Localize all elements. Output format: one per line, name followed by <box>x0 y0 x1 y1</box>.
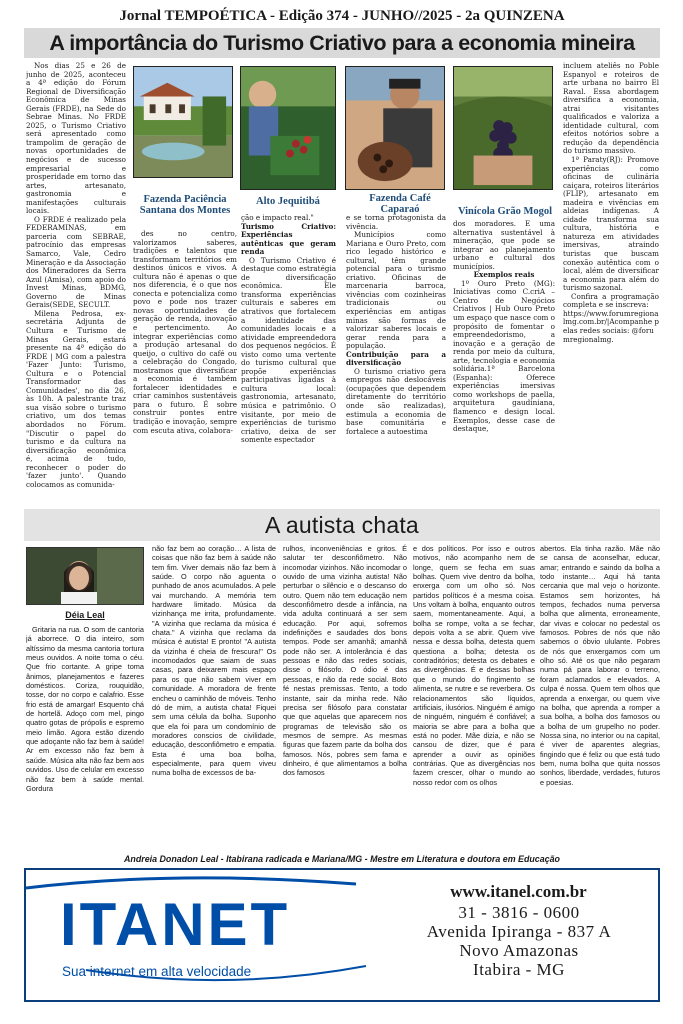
paragraph: Milena Pedrosa, ex-secretária Adjunta de Cultura e Turismo de Minas Gerais, estará presente na 4ª edição do FRDE | MG com a palestra 'Fazer Junto: Turismo, Cultura e o Potencial Transformador das Comunidades', no dia 26, às 10h. A palestrante traz sua visão sobre o turismo criativo, um dos temas abordados no Fórum. "Discutir o papel do turismo e da cultura na diversificação econômica é, acima de tudo, reconhecer o poder do 'fazer junto'. Quando colocamos as comunida- <box>26 308 126 489</box>
author-signature: Andreia Donadon Leal - Itabirana radicada e Mariana/MG - Mestre em Literatura e doutora em Educação <box>124 854 560 864</box>
article2-column-1 <box>26 625 144 851</box>
paragraph: e dos políticos. Por isso e outros motivos, não acompanho nem de longe, quem se fecha em suas bolhas. Quem vive dentro da bolha, enxerga com um olho só. Nos partidos políticos é a mesma coisa. Uns voltam à bolha, enquanto outros saem, momentaneamente. Aqui, a bolha se rompe, volta a se fechar, depois volta a se abrir. Quem vive nessa e dessa bolha, detesta quem questiona a bolha; detesta os contraditórios; detesta os debates e as divergências. É e dessas bolhas que o mundo do fingimento se alimenta, se nutre e se reverbera. Os relacionamentos são líquidos, artificiais, ilusórios. Ninguém é amigo de ninguém, ninguém é confiável; a maioria se abre para a bolha que está no poder. Mãe dizia, e não se cansou de dizer, que é para aprender a ouvir as opiniões contrárias. Que as divergências nos fazem crescer, olhar o mundo ao nosso redor com os olhos <box>413 544 535 787</box>
article1-column-2 <box>133 230 237 498</box>
photo-fazenda-paciencia <box>133 66 233 178</box>
article1-column-3 <box>241 214 336 498</box>
paragraph: O Turismo Criativo é destaque como estratégia de diversificação econômica. Ele transforma experiências culturais e saberes em atrativos que fortalecem a identidade das comunidades locais e a atividade empreendedora dos pequenos negócios. É visto como uma vertente do turismo cultural que propõe experiências participativas ligadas à cultura local: gastronomia, artesanato, música e patrimônio. O visitante, por meio de experiências de turismo criativo, deixa de ser somente espectador <box>241 255 336 445</box>
article2-column-5 <box>540 544 660 851</box>
photo-fazenda-cafe-caparao <box>345 66 445 190</box>
ad-address: Avenida Ipiranga - 837 A <box>426 922 612 941</box>
masthead: Jornal TEMPOÉTICA - Edição 374 - JUNHO//2025 - 2a QUINZENA <box>119 8 565 24</box>
article2-column-2 <box>152 544 276 851</box>
paragraph: Municípios como Mariana e Ouro Preto, com rico legado histórico e cultural, têm grande potencial para o turismo criativo. Oficinas de marcenaria barroca, vivências com cozinheiras tradicionais ou experiências em antigas minas são formas de valorizar saberes locais e gerar renda para a população. <box>346 230 446 351</box>
ad-phone: 31 - 3816 - 0600 <box>458 903 580 922</box>
article1-headline: A importância do Turismo Criativo para a economia mineira <box>24 28 660 58</box>
paragraph: 1º Ouro Preto (MG): Iniciativas como C.criA – Centro de Negócios Criativos | Hub Ouro Preto um espaço que nasce com o propósito de fomentar o empreendedorismo, a inovação e a geração de renda por meio da cultura, arte, tecnologia e economia solidária.1ª Barcelona (Espanha): Oferece experiências imersivas como workshops de paella, arquitetura gaudiniana, flamenco e design local. Exemplos, desse case de destaque, <box>453 278 555 434</box>
caption-photo-2: Alto Jequitibá <box>256 196 320 207</box>
ad-website[interactable]: www.itanel.com.br <box>450 882 587 901</box>
ad-contact-block <box>384 903 654 979</box>
paragraph: Gritaria na rua. O som de cantoria já aborrece. O dia inteiro, som altíssimo da mesma cantoria tortura meus ouvidos. A noite toma o céu. Que frio cortante. A gripe toma ânimos, planejamentos e fazeres domésticos. Coriza, rouquidão, tosse, dor no corpo e calafrio. Esse frio está de amargar! Esquento chá de hortelã. Adoço com mel, pingo quatro gotas de própolis e espremo meio limão. Agora estão dizendo que adoçante não faz bem à saúde! Ar em excesso não faz bem à saúde. Música alta não faz bem aos ouvidos. Uso de celular em excesso não faz bem à saúde mental. Gordura <box>26 625 144 793</box>
article1-column-5 <box>453 220 555 498</box>
subheading: Contribuição para a diversificação <box>346 349 446 368</box>
author-name: Déia Leal <box>65 610 105 620</box>
paragraph: O FRDE é realizado pela FEDERAMINAS, em parceria com SEBRAE, patrocínio das empresas Samarco, Vale, Cedro Mineração e da Associação dos Mineradores da Serra Azul (Amisa), com apoio do Invest Minas, BDMG, Governo de Minas Gerais(SEDE, SECULT. <box>26 214 126 310</box>
paragraph: ção e impacto real." <box>241 214 314 222</box>
link-text: https://www.forumregionalmg.com.br/|Acompanhe pelas redes sociais: @forumregionalmg. <box>563 308 659 344</box>
photo-alto-jequitiba <box>240 66 336 190</box>
author-photo <box>26 547 144 605</box>
caption-photo-3: Fazenda Café Caparaó <box>369 193 431 215</box>
paragraph: Nos dias 25 e 26 de junho de 2025, aconteceu a 4ª edição do Fórum Regional de Diversificação Econômica de Minas Gerais (FRDE), na Sede do Sebrae Minas. No FRDE 2025, o Turismo Criativo será apresentado como trampolim de geração de novas oportunidades de negócios e de sucesso empresarial e prosperidade em torno das artes, artesanato, gastronomia e manifestações culturais locais. <box>26 62 126 216</box>
paragraph: abertos. Ela tinha razão. Mãe não se cansa de aconselhar, educar, amar; entrando e saindo da bolha a todo instante… Aqui há tanta cercania que mal vejo o horizonte. Estamos sem horizontes, há tempos, fechados numa perversa bolha que alimenta, erroneamente, dar vivas e colocar no pedestal os famosos. Pobres de nós que não sabemos o óbvio ululante. Pobres de nós que enxergamos com um olho só. Até os que não pegaram numa pá para laborar o terreno, foram aclamados e elevados. A culpa é nossa. Quem tem olhos que aprenda a enxergar, ou quem vive na bolha, que aprenda a romper a sua bolha, a bolha dos famosos ou a bolha de um grupelho no poder. Nossa sina, no interior ou na capital, é viver de aparentes alegrias, fingindo que é feliz ou que está tudo bem, numa bolha que quita nossos sonhos, liberdade, verdades, futuros e poesias. <box>540 544 660 787</box>
paragraph: dos moradores. É uma alternativa sustentável à mineração, que pode se integrar ao planejamento urbano e cultural dos municípios. <box>453 220 555 271</box>
paragraph: O turismo criativo gera empregos não deslocáveis (ocupações que dependem diretamente do território onde são realizadas), estimula a economia de base comunitária e fortalece a autoestima <box>346 366 446 436</box>
article1-column-6 <box>563 62 659 498</box>
article2-column-4 <box>413 544 535 851</box>
article2-column-3 <box>283 544 407 851</box>
subheading: Turismo Criativo: Experiências autênticas que geram renda <box>241 221 336 257</box>
itanet-advertisement[interactable] <box>24 868 660 1002</box>
caption-photo-1: Fazenda Paciência Santana dos Montes <box>139 194 231 216</box>
paragraph: rulhos, inconveniências e gritos. É salutar ter desconfiômetro. Não incomodar vizinhos. Não incomodar o ouvido de uma vizinha autista! Não perturbar o silêncio e o descanso do outro. Quem não tem educação nem desconfiômetro desde a infância, na vida adulta continuará a ser sem educação. Por aqui, sofremos indefinições e saudades dos bons tempos. Pode ser amanhã; amanhã pode não ser. A intolerância é das pessoas e não das redes sociais, disse o filósofo. O ódio é das pessoas, e não da rede social. Boto fé nestas premissas. Tento, a todo instante, sair da minha rede. Não precisa ser filósofo para constatar que que aquelas que aparecem nos programas de televisão são os mesmos de sempre. As mesmas figuras que fazem parte da bolha dos famosos. Nós, pobres sem fama e dinheiro, é que alimentamos a bolha dos famosos <box>283 544 407 778</box>
ad-district: Novo Amazonas <box>459 941 579 960</box>
paragraph: Confira a programação completa e se inscreva: <box>563 291 659 310</box>
subheading: Exemplos reais <box>473 270 535 280</box>
ad-city: Itabira - MG <box>473 960 565 979</box>
caption-photo-4: Vinícola Grão Mogol <box>457 206 553 217</box>
paragraph: des no centro, valorizamos saberes, tradições e talentos que transformam territórios em destinos únicos e vivos. A cultura não é apenas o que nos diferencia, é o que nos conecta e potencializa como povo e pode nos trazer novas oportunidades de geração de renda, inovação e pertencimento. Ao integrar experiências como a produção artesanal do queijo, o cultivo do café ou a celebração do Congado, mostramos que diversificar a economia é também fortalecer identidades e criar caminhos sustentáveis para o futuro. É sobre construir pontes entre tradição e inovação, sempre com escuta ativa, colabora- <box>133 230 237 435</box>
article1-column-4 <box>346 214 446 498</box>
paragraph: não faz bem ao coração… A lista de coisas que não faz bem à saúde não tem fim. Viver demais não faz bem à saúde. O corpo não aguenta o punhado de anos acumulados. A pele vai murchando. A memória tem hardware limitado. Música da vizinhança me irrita, profundamente. "A vizinha que reclama da música é chata." A vizinha que reclama da música é autista! E pronto! "A autista da vizinha é cheia de frescura!" Os incomodados que saiam de suas casas, para deixarem mais espaço para os que não sabem viver em comunidade. A moradora de frente encheu o caminhão de móveis. Tenho dó de mim, a autista chata! Fiquei sem uma célula da bolha. Suponho que ela foi para um condomínio de moradores conscios de civilidade, educação, desconfiômetro e empatia. Esta é uma boa bolha, especialmente, para quem viveu numa bolha de excessos de ba- <box>152 544 276 778</box>
article2-headline: A autista chata <box>24 509 660 541</box>
itanet-logo: ITANET <box>60 891 291 958</box>
photo-vinicola-grao-mogol <box>453 66 553 190</box>
paragraph: 1ª Paraty(RJ): Promove experiências como oficinas de culinária caiçara, roteiros literários (FLIP), artesanato em madeira e vivências em aldeias indígenas. A cidade transforma sua cultura, história e natureza em atividades imersivas, atraindo turistas que buscam conexão autêntica com o local, além de diversificar a economia para além do turismo sazonal. <box>563 155 659 293</box>
article1-column-1 <box>26 62 126 498</box>
paragraph: incluem ateliês no Poble Espanyol e roteiros de arte urbana no bairro El Raval. Essa abordagem diversifica a economia, atrai visitantes qualificados e valoriza a identidade cultural, com efeitos notórios sobre a redução da dependência do turismo massivo. <box>563 62 659 156</box>
paragraph: e se torna protagonista da vivência. <box>346 214 446 231</box>
ad-tagline: Sua internet em alta velocidade <box>62 964 252 979</box>
